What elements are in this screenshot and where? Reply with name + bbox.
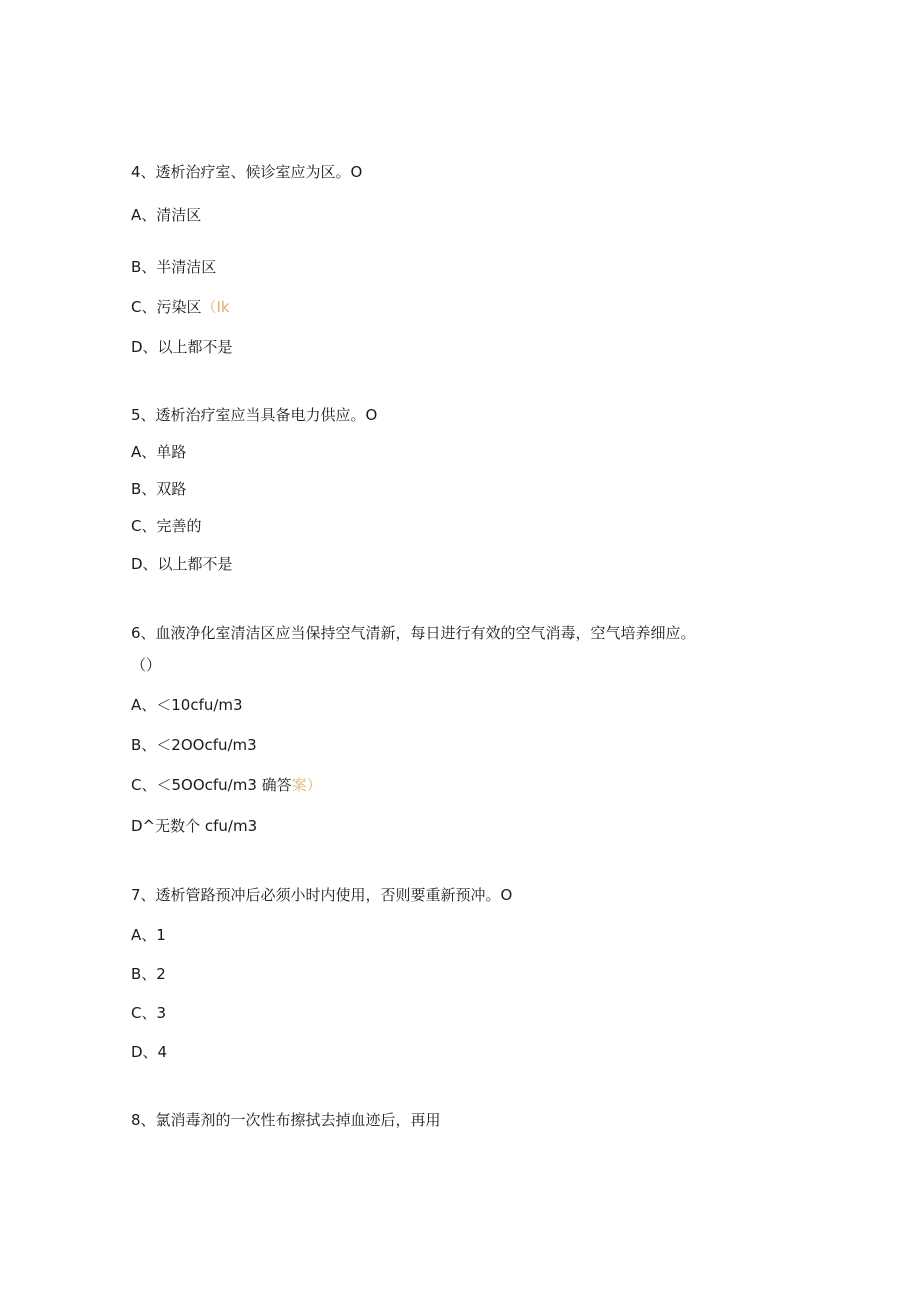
question-4-option-b[interactable]: B、半清洁区	[131, 258, 217, 276]
question-6-option-c[interactable]	[131, 775, 322, 795]
question-7-option-d[interactable]: D、4	[131, 1043, 168, 1061]
question-7-option-a[interactable]: A、1	[131, 926, 166, 944]
answer-mark: （Ik	[201, 298, 230, 316]
question-5-option-a[interactable]: A、单路	[131, 443, 187, 461]
question-7-stem: 7、透析管路预冲后必须小时内使用，否则要重新预冲。O	[131, 886, 513, 904]
question-5-option-b[interactable]: B、双路	[131, 480, 187, 498]
question-5-option-c[interactable]: C、完善的	[131, 517, 202, 535]
question-4-stem: 4、透析治疗室、候诊室应为区。O	[131, 163, 363, 181]
option-text: C、＜5OOcfu∕m3 确答	[131, 776, 292, 794]
question-6-option-b[interactable]: B、＜2OOcfu∕m3	[131, 736, 257, 754]
question-5-stem: 5、透析治疗室应当具备电力供应。O	[131, 406, 378, 424]
question-7-option-c[interactable]: C、3	[131, 1004, 167, 1022]
question-4-option-a[interactable]: A、清洁区	[131, 206, 202, 224]
question-4-option-d[interactable]: D、以上都不是	[131, 338, 233, 356]
question-7-option-b[interactable]: B、2	[131, 965, 166, 983]
question-4-option-c[interactable]	[131, 297, 230, 317]
question-6-option-d[interactable]: D^无数个 cfu∕m3	[131, 817, 258, 835]
question-6-option-a[interactable]: A、＜10cfu∕m3	[131, 696, 243, 714]
option-text: C、污染区	[131, 298, 202, 316]
question-6-stem-cont: （）	[131, 656, 162, 674]
question-8-stem: 8、氯消毒剂的一次性布擦拭去掉血迹后，再用	[131, 1111, 441, 1129]
question-5-option-d[interactable]: D、以上都不是	[131, 555, 233, 573]
answer-mark: 案）	[291, 776, 322, 794]
question-6-stem: 6、血液净化室清洁区应当保持空气清新，每日进行有效的空气消毒，空气培养细应。	[131, 624, 696, 642]
